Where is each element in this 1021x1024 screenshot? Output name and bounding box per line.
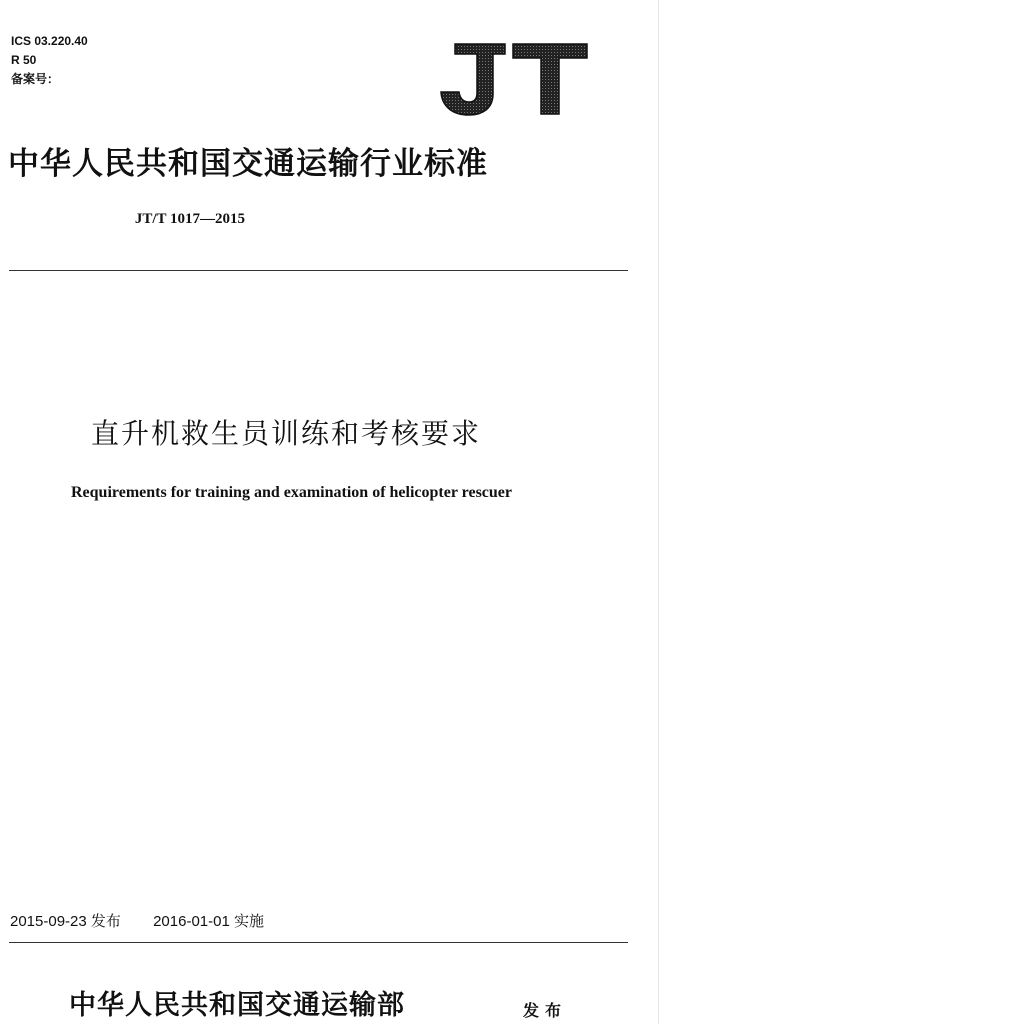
industry-standard-title: 中华人民共和国交通运输行业标准 <box>8 146 488 182</box>
publish-label: 发布 <box>523 1001 568 1020</box>
document-title-english: Requirements for training and examination of helicopter rescuer <box>71 484 512 501</box>
standard-number: JT/T 1017—2015 <box>134 211 245 227</box>
logo-text: JT <box>514 92 516 93</box>
bottom-divider <box>9 942 628 943</box>
publisher-name: 中华人民共和国交通运输部 <box>69 990 405 1021</box>
blank-canvas-area <box>659 0 1021 1024</box>
implementation-date: 2016-01-01 实施 <box>153 913 264 930</box>
document-title-chinese: 直升机救生员训练和考核要求 <box>91 417 482 450</box>
classification-code: R 50 <box>11 53 37 67</box>
issue-date: 2015-09-23 发布 <box>10 913 121 930</box>
jt-logo <box>439 42 589 116</box>
ics-code: ICS 03.220.40 <box>11 34 88 48</box>
top-divider <box>9 270 628 271</box>
filing-number-label: 备案号： <box>11 72 60 86</box>
